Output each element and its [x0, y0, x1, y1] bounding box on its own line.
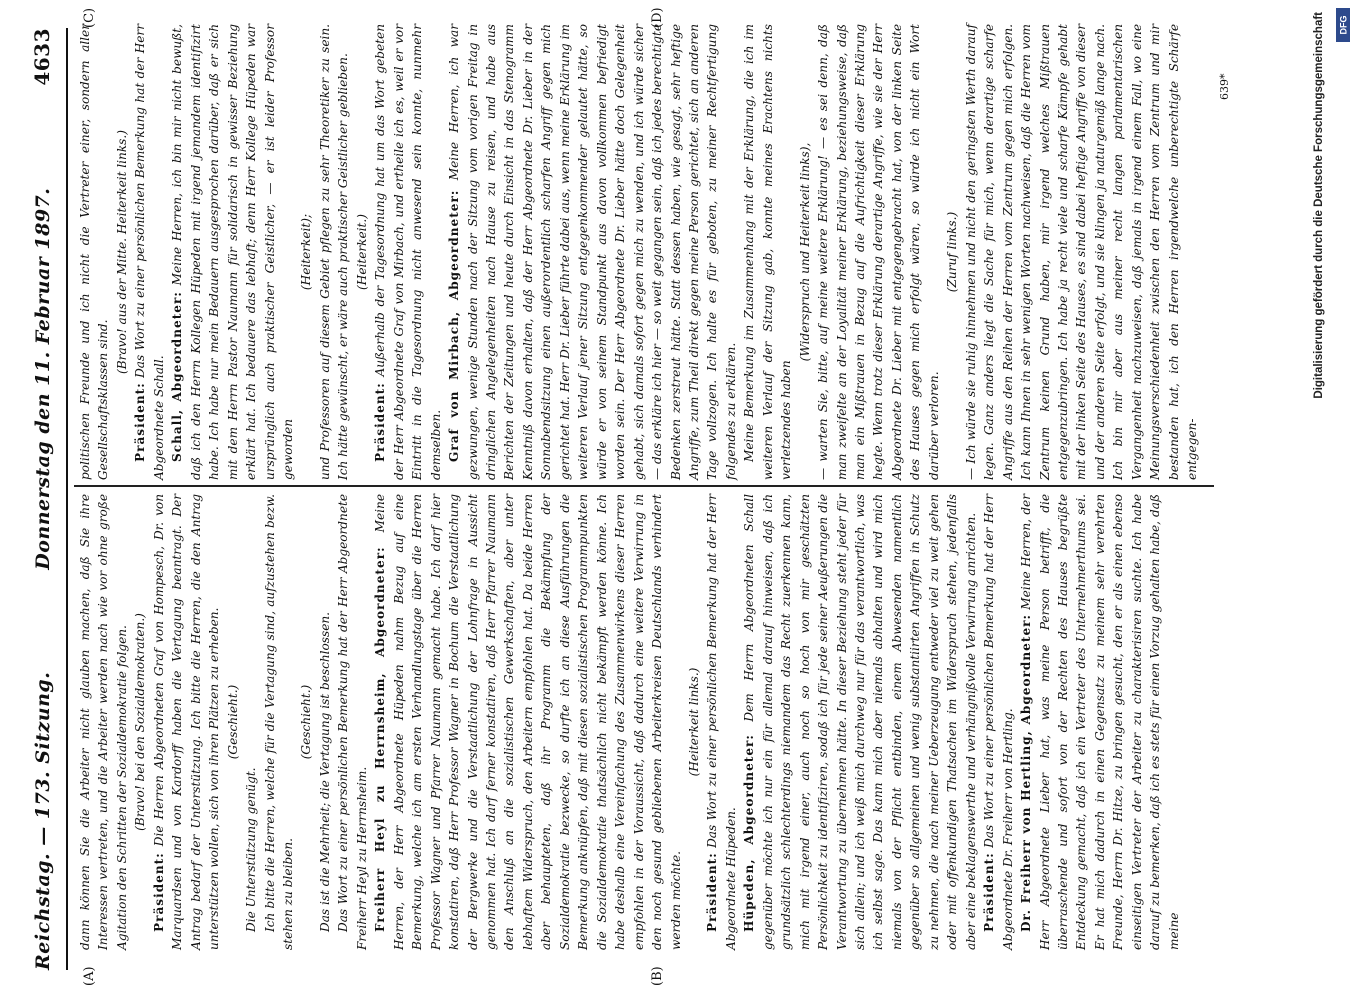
speaker-name: Präsident:	[373, 382, 388, 462]
interjection: (Heiterkeit.)	[354, 214, 369, 290]
left-column	[76, 494, 1183, 950]
paragraph: Graf von Mirbach, Abgeordneter: Meine Herren, ich war gezwungen, wenige Stunden nach der Sitzung vom vorigen Freitag in dringlichen Angelegenheiten nach Hause zu reisen, und habe aus Berichten der Zeitungen und heute durch Einsicht in das Stenogramm Kenntniß davon erhalten, daß der Herr Abgeordnete Dr. Lieber in der Sonnabendsitzung einen außerordentlich scharfen Angriff gegen mich gerichtet hat. Herr Dr. Lieber führte dabei aus, wenn meine Erklärung im weiteren Verlauf jener Sitzung entgegenkommender gelautet hätte, so würde er von seinem Standpunkt aus davon vollkommen befriedigt worden sein. Der Herr Abgeordnete Dr. Lieber hätte doch Gelegenheit gehabt, sich damals sofort gegen mich zu wenden, und ich würde sicher — das erkläre ich hier — so weit gegangen sein, daß ich jedes berechtigte Bedenken zerstreut hätte. Statt dessen haben, wie gesagt, sehr heftige Angriffe, zum Theil direkt gegen meine Person gerichtet, sich an anderen Tage vollzogen. Ich halte es für geboten, zu meiner Rechtfertigung folgendes zu erklären.	[447, 23, 738, 480]
interjection: (Bravo! aus der Mitte. Heiterkeit links.)	[114, 130, 129, 374]
paragraph: Präsident: Das Wort zu einer persönlichen Bemerkung hat der Herr Abgeordnete Dr. Freiherr von Hertling.	[982, 494, 1015, 950]
interjection: (Bravo! bei den Sozialdemokraten.)	[133, 613, 148, 831]
digitization-credit: Digitalisierung gefördert durch die Deutsche Forschungsgemeinschaft	[1313, 12, 1325, 399]
signature-mark: 639*	[1218, 73, 1231, 100]
paragraph: Hüpeden, Abgeordneter: Dem Herrn Abgeordneten Schall gegenüber möchte ich nur ein für allemal darauf hinweisen, daß ich grundsätzlich schlechterdings niemandem das Recht zuerkennen kann, mich mit irgend einer, auch noch so hoch von mir geschätzten Persönlichkeit zu identifiziren, sodaß ich für jede seiner Aeußerungen die Verantwortung zu übernehmen hätte. In dieser Beziehung steht jeder für sich allein; und ich weiß mich durchweg nur für das verantwortlich, was ich selbst sage. Das kann mich aber niemals abhalten und wird mich niemals von der Pflicht entbinden, einem Abwesenden namentlich gegenüber so allgemeinen und wenig substantiirten Angriffen in Schutz zu nehmen, die nach meiner Ueberzeugung entweder viel zu weit gehen oder mit offenkundigen Thatsachen im Widerspruch stehen, jedenfalls aber eine beklagenswerthe und verhängnißvolle Verwirrung anrichten.	[742, 494, 978, 950]
speaker-name: Graf von Mirbach, Abgeordneter:	[447, 189, 462, 462]
margin-letter-b: (B)	[650, 966, 665, 986]
interjection: (Zuruf links.)	[945, 211, 960, 293]
speaker-name: Schall, Abgeordneter:	[170, 291, 185, 462]
paragraph: — warten Sie, bitte, auf meine weitere Erklärung! — es sei denn, daß man zweifelte an der Loyalität meiner Erklärung, beziehungsweise, daß man ein Mißtrauen in Bezug auf die Aufrichtigkeit dieser Erklärung hegte. Wenn trotz dieser Erklärung derartige Angriffe, wie sie der Herr Abgeordnete Dr. Lieber mit entgegengebracht hat, von der linken Seite des Hauses gegen mich erfolgt wären, so würde ich nicht ein Wort darüber verloren.	[816, 24, 941, 480]
paragraph: Die Unterstützung genügt.	[244, 767, 259, 932]
running-head	[30, 28, 60, 970]
paragraph: Dr. Freiherr von Hertling, Abgeordneter: Meine Herren, der Herr Abgeordnete Lieber hat, was meine Person betrifft, die überraschende und sofort von der Rechten des Hauses begrüßte Entdeckung gemacht, daß ich ein Vertreter des Unternehmerthums sei. Er hat mich dadurch in einen Gegensatz zu meinem sehr verehrten Freunde, Herrn Dr. Hitze, zu bringen gesucht, den er als einen ebenso einseitigen Vertreter der Arbeiter zu charakterisiren suchte. Ich habe darauf zu bemerken, daß ich es stets für einen Vorzug gehalten habe, daß meine	[1019, 494, 1181, 950]
paragraph: Präsident: Die Herren Abgeordneten Graf von Hompesch, Dr. von Marquardsen und von Kardorff haben die Vertagung beantragt. Der Antrag bedarf der Unterstützung. Ich bitte die Herren, die den Antrag unterstützen wollen, sich von ihren Plätzen zu erheben.	[151, 494, 222, 950]
page-number: 4633	[30, 28, 54, 86]
paragraph: Ich bitte die Herren, welche für die Vertagung sind, aufzustehen bezw. stehen zu bleiben.	[262, 494, 295, 950]
speaker-name: Dr. Freiherr von Hertling, Abgeordneter:	[1019, 614, 1034, 932]
paragraph: Das ist die Mehrheit; die Vertagung ist beschlossen.	[317, 612, 332, 932]
paragraph: Präsident: Außerhalb der Tagesordnung hat um das Wort gebeten der Herr Abgeordnete Graf von Mirbach, und ertheile ich es, weil er vor Eintritt in die Tagesordnung nicht anwesend sein konnte, nunmehr demselben.	[373, 24, 443, 480]
header-center: Donnerstag den 11. Februar 1897.	[32, 187, 54, 570]
paragraph: Das Wort zu einer persönlichen Bemerkung hat der Herr Abgeordnete Freiherr Heyl zu Herrnsheim.	[336, 494, 369, 950]
interjection: (Heiterkeit links.)	[686, 667, 701, 777]
paragraph: — Ich würde sie ruhig hinnehmen und nicht den geringsten Werth darauf legen. Ganz anders liegt die Sache für mich, wenn derartige scharfe Angriffe aus den Reihen der Herren vom Zentrum gegen mich erfolgen. Ich kann Ihnen in sehr wenigen Worten nachweisen, daß die Herren vom Zentrum keinen Grund haben, mir irgend welches Mißtrauen entgegenzubringen. Ich habe ja recht viele und scharfe Kämpfe gehabt mit der linken Seite des Hauses, es sind dabei heftige Angriffe von dieser und der anderen Seite erfolgt, und sie klingen ja naturgemäß lange nach. Ich bin mir aber aus meiner recht langen parlamentarischen Vergangenheit nachzuweisen, daß jemals in irgend einem Fall, wo eine Meinungsverschiedenheit zwischen den Herren vom Zentrum und mir bestanden hat, ich den Herren irgendwelche unberechtigte Schärfe entgegen-	[963, 24, 1200, 480]
speaker-name: Präsident:	[705, 852, 720, 932]
speaker-name: Freiherr Heyl zu Herrnsheim, Abgeordneter:	[373, 546, 388, 932]
dfg-logo: DFG	[1336, 8, 1350, 42]
speaker-name: Hüpeden, Abgeordneter:	[742, 734, 757, 932]
interjection: (Heiterkeit);	[299, 213, 314, 291]
margin-letter-a: (A)	[82, 966, 97, 986]
paragraph: Meine Bemerkung im Zusammenhang mit der Erklärung, die ich im weiteren Verlauf der Sitzung gab, konnte meines Erachtens nichts verletzendes haben	[742, 24, 794, 480]
interjection: (Widerspruch und Heiterkeit links),	[797, 142, 812, 362]
paragraph: Freiherr Heyl zu Herrnsheim, Abgeordneter: Meine Herren, der Herr Abgeordnete Hüpeden nahm Bezug auf eine Bemerkung, welche ich am ersten Verhandlungstage über die Herren Professor Wagner und Pfarrer Naumann gemacht habe. Ich darf hier konstatiren, daß Herr Professor Wagner in Bochum die Verstaatlichung der Bergwerke und die Verstaatlichung der Lohnfrage in Aussicht genommen hat. Ich darf ferner konstatiren, daß Herr Pfarrer Naumann den Anschluß an die sozialistischen Gewerkschaften, aber unter lebhaftem Widerspruch, den Arbeitern empfohlen hat. Da beide Herren aber behaupteten, daß ihr Programm die Bekämpfung der Sozialdemokratie bezwecke, so durfte ich an diese Ausführungen die Bemerkung anknüpfen, daß mit diesen sozialistischen Programmpunkten die Sozialdemokratie thatsächlich nicht bekämpft werden könne. Ich habe deshalb eine Vereinfachung des Zusammenwirkens dieser Herren empfohlen in der Voraussicht, daß dadurch eine weitere Verwirrung in den noch gesund gebliebenen Arbeiterkreisen Deutschlands verhindert werden möchte.	[373, 494, 683, 950]
header-rule	[66, 28, 68, 970]
speaker-name: Präsident:	[133, 382, 148, 462]
interjection: (Geschieht.)	[299, 684, 314, 760]
right-column	[76, 24, 1202, 480]
speaker-name: Präsident:	[982, 852, 997, 932]
paragraph: dann können Sie die Arbeiter nicht glauben machen, daß Sie ihre Interessen vertreten, und die Arbeiter werden nach wie vor ohne große Agitation den Schritten der Sozialdemokratie folgen.	[78, 494, 129, 950]
margin-letter-c: (C)	[82, 7, 97, 28]
paragraph: Präsident: Das Wort zu einer persönlichen Bemerkung hat der Herr Abgeordnete Schall.	[133, 24, 166, 480]
speaker-name: Präsident:	[151, 852, 166, 932]
paragraph: Schall, Abgeordneter: Meine Herren, ich bin mir nicht bewußt, daß ich den Herrn Kollegen Hüpeden mit irgend jemandem identifizirt habe. Ich habe nur mein Bedauern ausgesprochen darüber, daß er sich mit dem Herrn Pastor Naumann für solidarisch in gewisser Beziehung erklärt hat. Ich bedauere das lebhaft; denn Herr Kollege Hüpeden war ursprünglich auch praktischer Geistlicher, — er ist leider Professor geworden	[170, 24, 295, 480]
paragraph: und Professoren auf diesem Gebiet pflegen zu sehr Theoretiker zu sein. Ich hätte gewünscht, er wäre auch praktischer Geistlicher geblieben.	[317, 24, 351, 480]
paragraph: Präsident: Das Wort zu einer persönlichen Bemerkung hat der Herr Abgeordnete Hüpeden.	[705, 494, 738, 950]
margin-letter-d: (D)	[650, 7, 665, 28]
column-divider	[74, 486, 1214, 488]
header-left: Reichstag. — 173. Sitzung.	[32, 671, 54, 970]
interjection: (Geschieht.)	[225, 684, 240, 760]
paragraph: politischen Freunde und ich nicht die Vertreter einer, sondern aller Gesellschaftsklassen sind.	[78, 24, 111, 480]
